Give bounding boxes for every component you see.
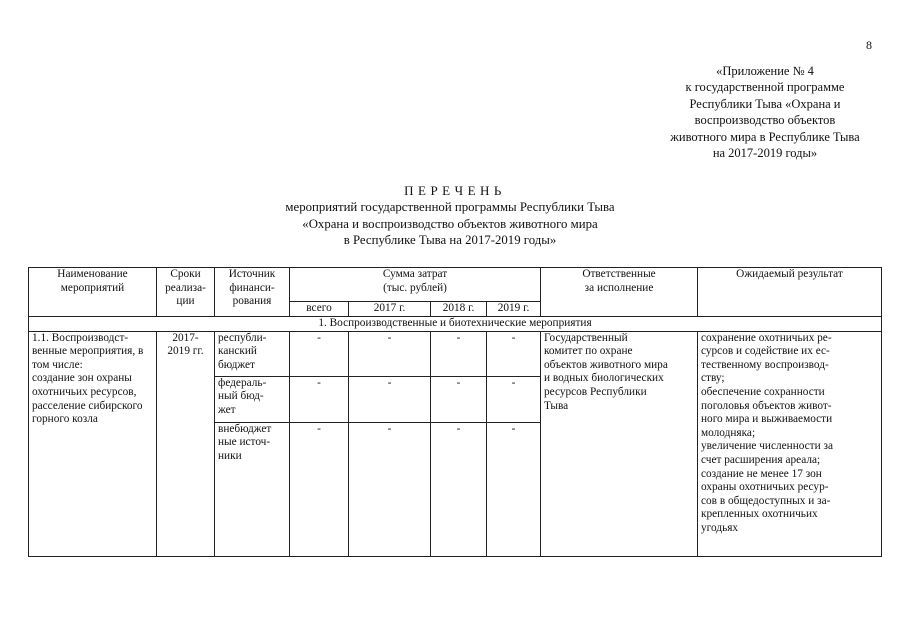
- appendix-line: животного мира в Республике Тыва: [670, 129, 860, 144]
- appendix-line: Республики Тыва «Охрана и: [689, 96, 841, 111]
- source-label: федераль- ный бюд- жет: [215, 376, 290, 422]
- section-title: 1. Воспроизводственные и биотехнические мероприятия: [29, 317, 882, 332]
- value-2019: -: [487, 422, 541, 556]
- expected-result: сохранение охотничьих ре- сурсов и содействие их ес- тественному воспроизвод- ству; обеспечение сохранности поголовья объектов живот- ного мира и выживаемости молодняка; увеличение численности за счет расширения ареала; создание не менее 17 зон охраны охотничьих ресур- сов в общедоступных и за- крепленных охотничьих угодьях: [698, 331, 882, 556]
- header-2019: 2019 г.: [487, 302, 541, 317]
- subtitle-line: мероприятий государственной программы Республики Тыва: [285, 200, 615, 214]
- document-subtitle: [200, 199, 700, 249]
- header-result: Ожидаемый результат: [698, 268, 882, 317]
- value-2018: -: [431, 422, 487, 556]
- document-title: ПЕРЕЧЕНЬ: [404, 183, 506, 198]
- appendix-line: воспроизводство объектов: [694, 113, 836, 128]
- header-name: Наименование мероприятий: [29, 268, 157, 317]
- header-period: Сроки реализа- ции: [157, 268, 215, 317]
- measures-table: [28, 267, 882, 557]
- value-2019: -: [487, 331, 541, 376]
- appendix-line: на 2017-2019 годы»: [712, 146, 818, 161]
- value-total: -: [290, 331, 349, 376]
- value-2018: -: [431, 376, 487, 422]
- subtitle-line: в Республике Тыва на 2017-2019 годы»: [343, 233, 557, 248]
- page-number: 8: [866, 38, 872, 52]
- value-2018: -: [431, 331, 487, 376]
- subtitle-line: «Охрана и воспроизводство объектов животного мира: [302, 216, 598, 231]
- header-source: Источник финанси- рования: [215, 268, 290, 317]
- source-label: республи- канский бюджет: [215, 331, 290, 376]
- header-cost: Сумма затрат (тыс. рублей): [290, 268, 541, 302]
- value-total: -: [290, 376, 349, 422]
- value-2019: -: [487, 376, 541, 422]
- appendix-line: к государственной программе: [685, 80, 845, 95]
- appendix-line: «Приложение № 4: [716, 64, 814, 78]
- header-2018: 2018 г.: [431, 302, 487, 317]
- source-label: внебюджет ные источ- ники: [215, 422, 290, 556]
- measure-name: 1.1. Воспроизводст- венные мероприятия, в том числе: создание зон охраны охотничьих ресурсов, расселение сибирского горного козла: [29, 331, 157, 556]
- header-responsible: Ответственные за исполнение: [541, 268, 698, 317]
- appendix-header: [620, 63, 905, 161]
- value-2017: -: [349, 331, 431, 376]
- measure-period: 2017- 2019 гг.: [157, 331, 215, 556]
- value-2017: -: [349, 376, 431, 422]
- value-total: -: [290, 422, 349, 556]
- header-total: всего: [290, 302, 349, 317]
- header-2017: 2017 г.: [349, 302, 431, 317]
- responsible-org: Государственный комитет по охране объектов животного мира и водных биологических ресурсов Республики Тыва: [541, 331, 698, 556]
- value-2017: -: [349, 422, 431, 556]
